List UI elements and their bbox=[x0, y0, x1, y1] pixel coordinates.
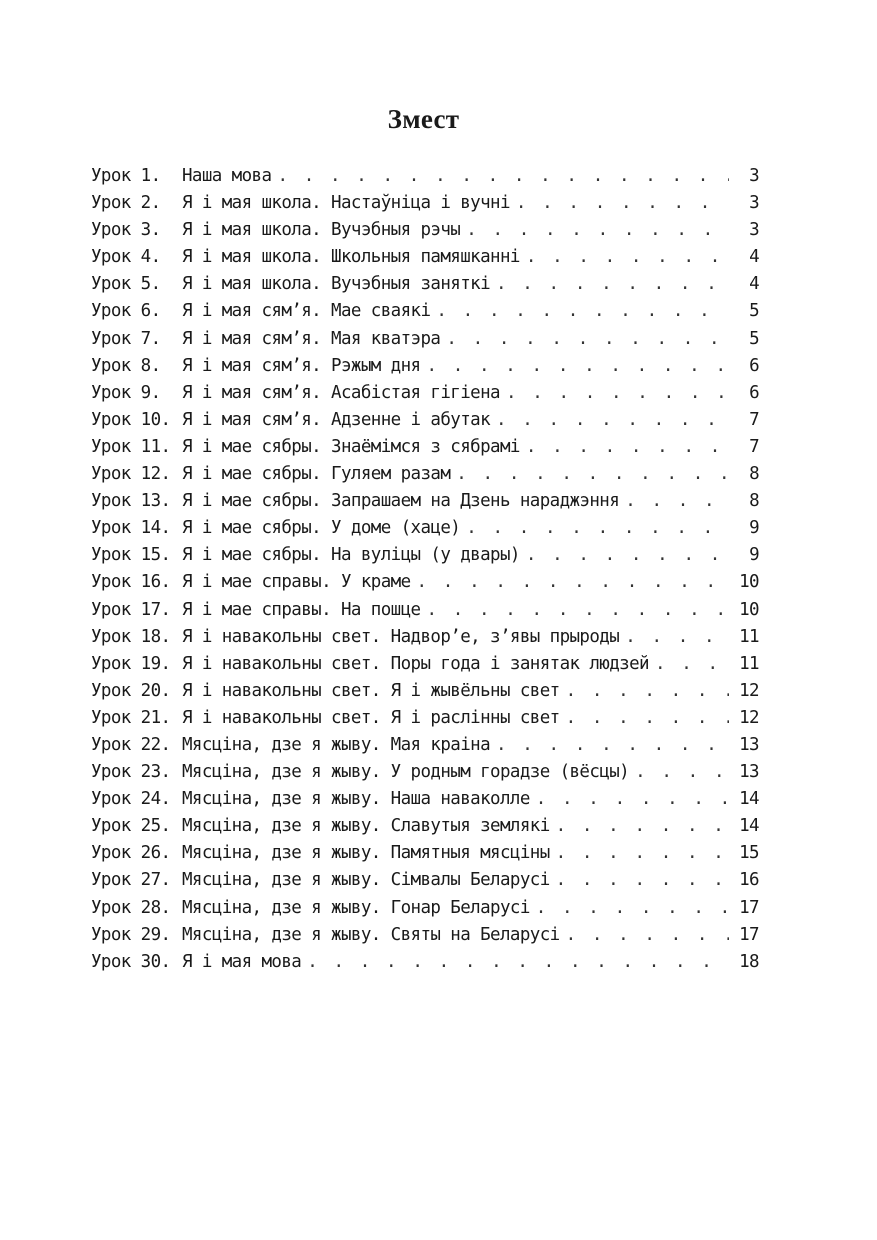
toc-entry-title: Я і мая школа. Вучэбныя заняткі bbox=[182, 274, 491, 295]
toc-entry-20[interactable] bbox=[91, 678, 759, 705]
toc-entry-title: Я і мае справы. На пошце bbox=[182, 599, 421, 620]
toc-entry-title: Мясціна, дзе я жыву. Славутыя землякі bbox=[182, 816, 550, 837]
toc-entry-8[interactable] bbox=[91, 353, 759, 380]
toc-dot-leader bbox=[566, 705, 729, 732]
toc-dot-leader bbox=[556, 813, 729, 840]
toc-entry-title: Я і мая сям’я. Адзенне і абутак bbox=[182, 409, 491, 430]
toc-entry-title: Я і мая школа. Вучэбныя рэчы bbox=[182, 220, 461, 241]
toc-entry-title: Я і мая школа. Школьныя памяшканні bbox=[182, 247, 520, 268]
toc-dot-leader bbox=[625, 624, 729, 651]
toc-entry-number: Урок 16. bbox=[91, 572, 171, 593]
toc-entry-page: 10 bbox=[739, 599, 759, 620]
toc-entry-number: Урок 13. bbox=[91, 491, 171, 512]
toc-entry-number: Урок 2. bbox=[91, 193, 161, 214]
toc-entry-title: Наша мова bbox=[182, 166, 272, 186]
toc-entry-number: Урок 19. bbox=[91, 653, 171, 674]
toc-entry-page: 3 bbox=[749, 193, 759, 214]
toc-entry-page: 4 bbox=[749, 274, 759, 295]
toc-entry-30[interactable] bbox=[91, 949, 759, 976]
toc-dot-leader bbox=[566, 922, 729, 949]
toc-entry-title: Я і мае сябры. Запрашаем на Дзень нараджэння bbox=[182, 491, 620, 512]
toc-entry-number: Урок 22. bbox=[91, 734, 171, 755]
toc-entry-17[interactable] bbox=[91, 597, 759, 624]
toc-entry-number: Урок 7. bbox=[91, 328, 161, 349]
toc-entry-16[interactable] bbox=[91, 569, 759, 596]
toc-entry-page: 14 bbox=[739, 789, 759, 810]
toc-entry-page: 6 bbox=[749, 382, 759, 403]
toc-dot-leader bbox=[466, 217, 729, 244]
toc-dot-leader bbox=[426, 597, 729, 624]
toc-entry-number: Урок 11. bbox=[91, 436, 171, 457]
toc-entry-page: 17 bbox=[739, 897, 759, 918]
toc-entry-page: 17 bbox=[739, 924, 759, 945]
toc-entry-number: Урок 21. bbox=[91, 707, 171, 728]
toc-dot-leader bbox=[456, 461, 729, 488]
toc-entry-6[interactable] bbox=[91, 298, 759, 325]
toc-entry-26[interactable] bbox=[91, 840, 759, 867]
toc-entry-25[interactable] bbox=[91, 813, 759, 840]
toc-dot-leader bbox=[496, 407, 729, 434]
toc-entry-number: Урок 14. bbox=[91, 518, 171, 539]
toc-entry-7[interactable] bbox=[91, 326, 759, 353]
toc-entry-title: Я і мае справы. У краме bbox=[182, 572, 411, 593]
toc-entry-21[interactable] bbox=[91, 705, 759, 732]
toc-dot-leader bbox=[516, 190, 729, 217]
toc-entry-number: Урок 17. bbox=[91, 599, 171, 620]
toc-entry-number: Урок 1. bbox=[91, 166, 161, 186]
toc-entry-page: 14 bbox=[739, 816, 759, 837]
toc-entry-page: 3 bbox=[749, 220, 759, 241]
toc-entry-10[interactable] bbox=[91, 407, 759, 434]
toc-entry-3[interactable] bbox=[91, 217, 759, 244]
toc-entry-number: Урок 29. bbox=[91, 924, 171, 945]
toc-entry-title: Я і мая сям’я. Мае сваякі bbox=[182, 301, 431, 322]
toc-entry-page: 10 bbox=[739, 572, 759, 593]
toc-entry-title: Мясціна, дзе я жыву. Наша наваколле bbox=[182, 789, 530, 810]
toc-entry-page: 5 bbox=[749, 301, 759, 322]
toc-dot-leader bbox=[566, 678, 729, 705]
toc-entry-title: Мясціна, дзе я жыву. Памятныя мясціны bbox=[182, 843, 550, 864]
toc-entry-4[interactable] bbox=[91, 244, 759, 271]
toc-entry-title: Я і мая сям’я. Мая кватэра bbox=[182, 328, 441, 349]
toc-dot-leader bbox=[466, 515, 729, 542]
toc-dot-leader bbox=[536, 786, 729, 813]
toc-entry-page: 7 bbox=[749, 436, 759, 457]
toc-dot-leader bbox=[526, 244, 729, 271]
toc-entry-page: 6 bbox=[749, 355, 759, 376]
toc-dot-leader bbox=[635, 759, 729, 786]
toc-entry-page: 16 bbox=[739, 870, 759, 891]
toc-entry-23[interactable] bbox=[91, 759, 759, 786]
toc-entry-page: 13 bbox=[739, 734, 759, 755]
toc-entry-number: Урок 27. bbox=[91, 870, 171, 891]
toc-entry-14[interactable] bbox=[91, 515, 759, 542]
toc-entry-number: Урок 15. bbox=[91, 545, 171, 566]
toc-entry-number: Урок 30. bbox=[91, 951, 171, 972]
toc-entry-9[interactable] bbox=[91, 380, 759, 407]
toc-entry-5[interactable] bbox=[91, 271, 759, 298]
toc-entry-12[interactable] bbox=[91, 461, 759, 488]
toc-entry-page: 9 bbox=[749, 545, 759, 566]
toc-entry-page: 7 bbox=[749, 409, 759, 430]
toc-entry-number: Урок 24. bbox=[91, 789, 171, 810]
toc-dot-leader bbox=[536, 895, 729, 922]
toc-entry-page: 8 bbox=[749, 464, 759, 485]
toc-entry-page: 8 bbox=[749, 491, 759, 512]
toc-entry-11[interactable] bbox=[91, 434, 759, 461]
toc-entry-22[interactable] bbox=[91, 732, 759, 759]
toc-entry-number: Урок 20. bbox=[91, 680, 171, 701]
toc-entry-page: 13 bbox=[739, 762, 759, 783]
toc-dot-leader bbox=[436, 298, 729, 325]
toc-dot-leader bbox=[277, 163, 729, 190]
toc-entry-29[interactable] bbox=[91, 922, 759, 949]
toc-dot-leader bbox=[496, 732, 729, 759]
toc-entry-page: 12 bbox=[739, 680, 759, 701]
toc-entry-24[interactable] bbox=[91, 786, 759, 813]
toc-entry-title: Я і навакольны свет. Надвор’е, з’явы прыроды bbox=[182, 626, 620, 647]
toc-dot-leader bbox=[526, 434, 729, 461]
toc-entry-13[interactable] bbox=[91, 488, 759, 515]
toc-entry-page: 11 bbox=[739, 653, 759, 674]
toc-entry-number: Урок 10. bbox=[91, 409, 171, 430]
toc-entry-page: 18 bbox=[739, 951, 759, 972]
table-of-contents bbox=[91, 163, 759, 976]
toc-entry-page: 3 bbox=[749, 166, 759, 186]
toc-entry-number: Урок 8. bbox=[91, 355, 161, 376]
toc-entry-title: Мясціна, дзе я жыву. Мая краіна bbox=[182, 734, 491, 755]
toc-entry-title: Я і навакольны свет. Поры года і занятак людзей bbox=[182, 653, 649, 674]
toc-entry-18[interactable] bbox=[91, 624, 759, 651]
toc-entry-title: Я і мае сябры. Гуляем разам bbox=[182, 464, 451, 485]
toc-entry-page: 4 bbox=[749, 247, 759, 268]
toc-dot-leader bbox=[496, 271, 729, 298]
toc-dot-leader bbox=[307, 949, 729, 976]
toc-entry-title: Я і мая сям’я. Рэжым дня bbox=[182, 355, 421, 376]
toc-entry-page: 11 bbox=[739, 626, 759, 647]
toc-entry-19[interactable] bbox=[91, 651, 759, 678]
toc-entry-28[interactable] bbox=[91, 895, 759, 922]
toc-entry-page: 12 bbox=[739, 707, 759, 728]
toc-dot-leader bbox=[446, 326, 729, 353]
toc-entry-title: Я і навакольны свет. Я і раслінны свет bbox=[182, 707, 560, 728]
toc-entry-page: 15 bbox=[739, 843, 759, 864]
toc-dot-leader bbox=[417, 569, 729, 596]
toc-dot-leader bbox=[526, 542, 729, 569]
toc-dot-leader bbox=[426, 353, 729, 380]
toc-entry-title: Я і мая мова bbox=[182, 951, 302, 972]
toc-entry-title: Я і навакольны свет. Я і жывёльны свет bbox=[182, 680, 560, 701]
toc-entry-number: Урок 23. bbox=[91, 762, 171, 783]
toc-entry-number: Урок 25. bbox=[91, 816, 171, 837]
toc-entry-2[interactable] bbox=[91, 190, 759, 217]
toc-dot-leader bbox=[625, 488, 729, 515]
toc-dot-leader bbox=[556, 867, 729, 894]
toc-dot-leader bbox=[506, 380, 729, 407]
toc-entry-15[interactable] bbox=[91, 542, 759, 569]
toc-entry-number: Урок 9. bbox=[91, 382, 161, 403]
toc-entry-title: Я і мая школа. Настаўніца і вучні bbox=[182, 193, 510, 214]
toc-entry-1[interactable] bbox=[91, 163, 759, 190]
toc-entry-page: 9 bbox=[749, 518, 759, 539]
toc-entry-title: Я і мае сябры. Знаёмімся з сябрамі bbox=[182, 436, 520, 457]
toc-entry-title: Мясціна, дзе я жыву. Сімвалы Беларусі bbox=[182, 870, 550, 891]
toc-entry-number: Урок 18. bbox=[91, 626, 171, 647]
toc-entry-title: Я і мае сябры. У доме (хаце) bbox=[182, 518, 461, 539]
toc-entry-number: Урок 6. bbox=[91, 301, 161, 322]
toc-entry-number: Урок 4. bbox=[91, 247, 161, 268]
toc-entry-page: 5 bbox=[749, 328, 759, 349]
toc-entry-title: Мясціна, дзе я жыву. Гонар Беларусі bbox=[182, 897, 530, 918]
toc-entry-number: Урок 28. bbox=[91, 897, 171, 918]
toc-entry-number: Урок 5. bbox=[91, 274, 161, 295]
toc-dot-leader bbox=[655, 651, 729, 678]
toc-entry-number: Урок 3. bbox=[91, 220, 161, 241]
toc-entry-number: Урок 26. bbox=[91, 843, 171, 864]
toc-entry-title: Мясціна, дзе я жыву. У родным горадзе (вёсцы) bbox=[182, 762, 630, 783]
toc-entry-title: Мясціна, дзе я жыву. Святы на Беларусі bbox=[182, 924, 560, 945]
toc-dot-leader bbox=[556, 840, 729, 867]
toc-entry-27[interactable] bbox=[91, 867, 759, 894]
toc-entry-title: Я і мая сям’я. Асабістая гігіена bbox=[182, 382, 500, 403]
toc-entry-number: Урок 12. bbox=[91, 464, 171, 485]
toc-entry-title: Я і мае сябры. На вуліцы (у двары) bbox=[182, 545, 520, 566]
page-title: Змест bbox=[387, 104, 460, 134]
